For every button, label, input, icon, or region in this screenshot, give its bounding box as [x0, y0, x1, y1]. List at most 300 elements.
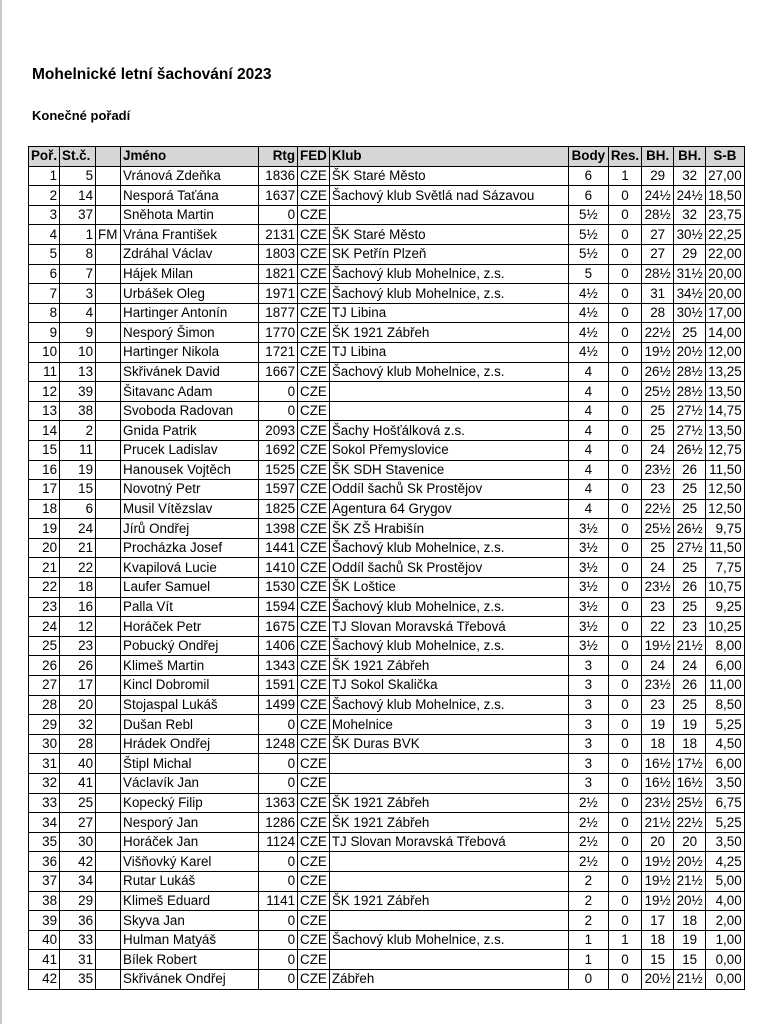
buchholz-2-cell: 21½: [674, 871, 706, 891]
title-cell: [96, 303, 121, 323]
sonneborn-berger-cell: 11,50: [706, 538, 745, 558]
table-row: [29, 969, 745, 989]
title-cell: [96, 695, 121, 715]
start-number-cell: 10: [60, 342, 96, 362]
rank-cell: 26: [29, 656, 60, 676]
club-cell: TJ Libina: [329, 342, 568, 362]
buchholz-1-cell: 22½: [642, 323, 674, 343]
sonneborn-berger-cell: 4,00: [706, 891, 745, 911]
rating-cell: 0: [259, 871, 298, 891]
sonneborn-berger-cell: 14,75: [706, 401, 745, 421]
header-sonneborn-berger: S-B: [706, 147, 745, 167]
federation-cell: CZE: [298, 225, 330, 245]
buchholz-2-cell: 34½: [674, 284, 706, 304]
club-cell: ŠK 1921 Zábřeh: [329, 813, 568, 833]
table-row: [29, 813, 745, 833]
points-cell: 4: [568, 421, 608, 441]
rank-cell: 27: [29, 676, 60, 696]
rating-cell: 1363: [259, 793, 298, 813]
points-cell: 3: [568, 695, 608, 715]
buchholz-2-cell: 29: [674, 244, 706, 264]
sonneborn-berger-cell: 9,75: [706, 519, 745, 539]
club-cell: Šachový klub Mohelnice, z.s.: [329, 930, 568, 950]
federation-cell: CZE: [298, 891, 330, 911]
points-cell: 0: [568, 969, 608, 989]
buchholz-1-cell: 25: [642, 538, 674, 558]
buchholz-2-cell: 26: [674, 460, 706, 480]
sonneborn-berger-cell: 2,00: [706, 911, 745, 931]
start-number-cell: 11: [60, 440, 96, 460]
sonneborn-berger-cell: 0,00: [706, 950, 745, 970]
table-row: [29, 362, 745, 382]
federation-cell: CZE: [298, 421, 330, 441]
points-cell: 1: [568, 950, 608, 970]
table-row: [29, 499, 745, 519]
result-cell: 0: [608, 499, 641, 519]
buchholz-2-cell: 25: [674, 480, 706, 500]
header-points: Body: [568, 147, 608, 167]
table-row: [29, 871, 745, 891]
federation-cell: CZE: [298, 871, 330, 891]
name-cell: Klimeš Martin: [121, 656, 259, 676]
federation-cell: CZE: [298, 440, 330, 460]
name-cell: Nesporý Jan: [121, 813, 259, 833]
buchholz-1-cell: 19½: [642, 342, 674, 362]
club-cell: Šachy Hošťálková z.s.: [329, 421, 568, 441]
start-number-cell: 16: [60, 597, 96, 617]
buchholz-1-cell: 24: [642, 440, 674, 460]
rank-cell: 34: [29, 813, 60, 833]
club-cell: ŠK Loštice: [329, 578, 568, 598]
buchholz-2-cell: 20½: [674, 342, 706, 362]
club-cell: [329, 754, 568, 774]
buchholz-2-cell: 22½: [674, 813, 706, 833]
club-cell: [329, 950, 568, 970]
result-cell: 0: [608, 695, 641, 715]
result-cell: 0: [608, 382, 641, 402]
start-number-cell: 42: [60, 852, 96, 872]
start-number-cell: 25: [60, 793, 96, 813]
rating-cell: 0: [259, 401, 298, 421]
rating-cell: 1441: [259, 538, 298, 558]
buchholz-2-cell: 25: [674, 695, 706, 715]
sonneborn-berger-cell: 11,50: [706, 460, 745, 480]
rating-cell: 1591: [259, 676, 298, 696]
points-cell: 3½: [568, 617, 608, 637]
club-cell: ŠK Staré Město: [329, 225, 568, 245]
rating-cell: 2131: [259, 225, 298, 245]
points-cell: 3: [568, 715, 608, 735]
table-header-row: [29, 147, 745, 167]
table-row: [29, 578, 745, 598]
sonneborn-berger-cell: 1,00: [706, 930, 745, 950]
title-cell: [96, 558, 121, 578]
table-row: [29, 323, 745, 343]
table-row: [29, 891, 745, 911]
sonneborn-berger-cell: 13,50: [706, 382, 745, 402]
federation-cell: CZE: [298, 656, 330, 676]
name-cell: Václavík Jan: [121, 774, 259, 794]
buchholz-1-cell: 25½: [642, 519, 674, 539]
points-cell: 4½: [568, 303, 608, 323]
start-number-cell: 29: [60, 891, 96, 911]
start-number-cell: 32: [60, 715, 96, 735]
table-row: [29, 911, 745, 931]
title-cell: [96, 832, 121, 852]
sonneborn-berger-cell: 27,00: [706, 166, 745, 186]
rating-cell: 1770: [259, 323, 298, 343]
rating-cell: 0: [259, 205, 298, 225]
points-cell: 4: [568, 440, 608, 460]
result-cell: 0: [608, 774, 641, 794]
rating-cell: 0: [259, 930, 298, 950]
points-cell: 3½: [568, 636, 608, 656]
buchholz-2-cell: 18: [674, 734, 706, 754]
sonneborn-berger-cell: 13,50: [706, 421, 745, 441]
buchholz-2-cell: 21½: [674, 636, 706, 656]
club-cell: ŠK 1921 Zábřeh: [329, 656, 568, 676]
rank-cell: 36: [29, 852, 60, 872]
buchholz-1-cell: 31: [642, 284, 674, 304]
header-federation: FED: [298, 147, 330, 167]
start-number-cell: 1: [60, 225, 96, 245]
start-number-cell: 21: [60, 538, 96, 558]
name-cell: Hrádek Ondřej: [121, 734, 259, 754]
sonneborn-berger-cell: 5,25: [706, 813, 745, 833]
table-row: [29, 754, 745, 774]
table-row: [29, 186, 745, 206]
result-cell: 0: [608, 205, 641, 225]
rating-cell: 0: [259, 715, 298, 735]
start-number-cell: 23: [60, 636, 96, 656]
name-cell: Jírů Ondřej: [121, 519, 259, 539]
club-cell: ŠK ZŠ Hrabišín: [329, 519, 568, 539]
title-cell: [96, 421, 121, 441]
title-cell: [96, 969, 121, 989]
name-cell: Nesporý Šimon: [121, 323, 259, 343]
result-cell: 0: [608, 303, 641, 323]
start-number-cell: 14: [60, 186, 96, 206]
sonneborn-berger-cell: 12,75: [706, 440, 745, 460]
buchholz-2-cell: 30½: [674, 225, 706, 245]
result-cell: 0: [608, 440, 641, 460]
rank-cell: 23: [29, 597, 60, 617]
name-cell: Višňovký Karel: [121, 852, 259, 872]
header-start-number: St.č.: [60, 147, 96, 167]
points-cell: 5½: [568, 244, 608, 264]
name-cell: Prucek Ladislav: [121, 440, 259, 460]
buchholz-2-cell: 25: [674, 323, 706, 343]
points-cell: 4½: [568, 284, 608, 304]
name-cell: Hanousek Vojtěch: [121, 460, 259, 480]
federation-cell: CZE: [298, 715, 330, 735]
sonneborn-berger-cell: 14,00: [706, 323, 745, 343]
title-cell: [96, 460, 121, 480]
title-cell: [96, 597, 121, 617]
club-cell: TJ Libina: [329, 303, 568, 323]
rating-cell: 1141: [259, 891, 298, 911]
buchholz-2-cell: 32: [674, 166, 706, 186]
points-cell: 3½: [568, 597, 608, 617]
table-row: [29, 166, 745, 186]
result-cell: 0: [608, 284, 641, 304]
sonneborn-berger-cell: 20,00: [706, 264, 745, 284]
title-cell: [96, 264, 121, 284]
buchholz-1-cell: 25: [642, 421, 674, 441]
club-cell: Šachový klub Mohelnice, z.s.: [329, 597, 568, 617]
sonneborn-berger-cell: 9,25: [706, 597, 745, 617]
points-cell: 3: [568, 774, 608, 794]
start-number-cell: 3: [60, 284, 96, 304]
name-cell: Novotný Petr: [121, 480, 259, 500]
rating-cell: 1803: [259, 244, 298, 264]
rank-cell: 29: [29, 715, 60, 735]
start-number-cell: 18: [60, 578, 96, 598]
name-cell: Hájek Milan: [121, 264, 259, 284]
table-row: [29, 480, 745, 500]
title-cell: [96, 617, 121, 637]
buchholz-2-cell: 20: [674, 832, 706, 852]
rank-cell: 11: [29, 362, 60, 382]
rating-cell: 1410: [259, 558, 298, 578]
rank-cell: 20: [29, 538, 60, 558]
federation-cell: CZE: [298, 382, 330, 402]
club-cell: Zábřeh: [329, 969, 568, 989]
buchholz-1-cell: 25: [642, 401, 674, 421]
rank-cell: 33: [29, 793, 60, 813]
buchholz-2-cell: 26: [674, 676, 706, 696]
title-cell: [96, 911, 121, 931]
sonneborn-berger-cell: 6,75: [706, 793, 745, 813]
rating-cell: 1675: [259, 617, 298, 637]
sonneborn-berger-cell: 10,25: [706, 617, 745, 637]
rating-cell: 1971: [259, 284, 298, 304]
rank-cell: 9: [29, 323, 60, 343]
points-cell: 3: [568, 656, 608, 676]
points-cell: 4: [568, 362, 608, 382]
start-number-cell: 2: [60, 421, 96, 441]
result-cell: 0: [608, 636, 641, 656]
table-row: [29, 617, 745, 637]
buchholz-1-cell: 18: [642, 734, 674, 754]
rank-cell: 2: [29, 186, 60, 206]
rating-cell: 1248: [259, 734, 298, 754]
sonneborn-berger-cell: 11,00: [706, 676, 745, 696]
points-cell: 3½: [568, 558, 608, 578]
buchholz-1-cell: 28½: [642, 264, 674, 284]
title-cell: [96, 244, 121, 264]
rank-cell: 41: [29, 950, 60, 970]
result-cell: 0: [608, 715, 641, 735]
federation-cell: CZE: [298, 558, 330, 578]
rank-cell: 21: [29, 558, 60, 578]
buchholz-1-cell: 19½: [642, 891, 674, 911]
result-cell: 1: [608, 930, 641, 950]
table-row: [29, 774, 745, 794]
title-cell: [96, 284, 121, 304]
rank-cell: 3: [29, 205, 60, 225]
points-cell: 5: [568, 264, 608, 284]
title-cell: [96, 715, 121, 735]
club-cell: [329, 852, 568, 872]
points-cell: 4: [568, 499, 608, 519]
federation-cell: CZE: [298, 303, 330, 323]
start-number-cell: 35: [60, 969, 96, 989]
start-number-cell: 39: [60, 382, 96, 402]
title-cell: [96, 754, 121, 774]
name-cell: Vránová Zdeňka: [121, 166, 259, 186]
federation-cell: CZE: [298, 813, 330, 833]
buchholz-2-cell: 20½: [674, 891, 706, 911]
table-row: [29, 244, 745, 264]
buchholz-1-cell: 19½: [642, 852, 674, 872]
rating-cell: 1825: [259, 499, 298, 519]
rank-cell: 25: [29, 636, 60, 656]
points-cell: 2½: [568, 813, 608, 833]
buchholz-1-cell: 23: [642, 480, 674, 500]
buchholz-2-cell: 28½: [674, 382, 706, 402]
table-row: [29, 695, 745, 715]
rank-cell: 42: [29, 969, 60, 989]
federation-cell: CZE: [298, 205, 330, 225]
rank-cell: 32: [29, 774, 60, 794]
title-cell: [96, 480, 121, 500]
rank-cell: 4: [29, 225, 60, 245]
result-cell: 0: [608, 362, 641, 382]
buchholz-1-cell: 24: [642, 558, 674, 578]
buchholz-2-cell: 26½: [674, 519, 706, 539]
federation-cell: CZE: [298, 264, 330, 284]
start-number-cell: 40: [60, 754, 96, 774]
buchholz-2-cell: 26: [674, 578, 706, 598]
buchholz-1-cell: 23½: [642, 793, 674, 813]
sonneborn-berger-cell: 4,25: [706, 852, 745, 872]
club-cell: ŠK Duras BVK: [329, 734, 568, 754]
club-cell: Sokol Přemyslovice: [329, 440, 568, 460]
table-row: [29, 558, 745, 578]
points-cell: 5½: [568, 205, 608, 225]
points-cell: 4½: [568, 342, 608, 362]
rank-cell: 30: [29, 734, 60, 754]
name-cell: Kincl Dobromil: [121, 676, 259, 696]
rating-cell: 1124: [259, 832, 298, 852]
header-rating: Rtg: [259, 147, 298, 167]
buchholz-2-cell: 19: [674, 930, 706, 950]
buchholz-1-cell: 23: [642, 597, 674, 617]
result-cell: 0: [608, 597, 641, 617]
buchholz-2-cell: 25½: [674, 793, 706, 813]
club-cell: Šachový klub Mohelnice, z.s.: [329, 538, 568, 558]
points-cell: 3: [568, 734, 608, 754]
title-cell: [96, 950, 121, 970]
start-number-cell: 26: [60, 656, 96, 676]
table-row: [29, 832, 745, 852]
buchholz-2-cell: 32: [674, 205, 706, 225]
points-cell: 3: [568, 754, 608, 774]
table-row: [29, 401, 745, 421]
name-cell: Bílek Robert: [121, 950, 259, 970]
rating-cell: 0: [259, 852, 298, 872]
buchholz-1-cell: 19: [642, 715, 674, 735]
rank-cell: 22: [29, 578, 60, 598]
federation-cell: CZE: [298, 617, 330, 637]
title-cell: [96, 813, 121, 833]
title-cell: [96, 656, 121, 676]
buchholz-1-cell: 17: [642, 911, 674, 931]
start-number-cell: 8: [60, 244, 96, 264]
rank-cell: 18: [29, 499, 60, 519]
start-number-cell: 38: [60, 401, 96, 421]
result-cell: 0: [608, 186, 641, 206]
start-number-cell: 24: [60, 519, 96, 539]
table-row: [29, 597, 745, 617]
buchholz-1-cell: 21½: [642, 813, 674, 833]
rating-cell: 1343: [259, 656, 298, 676]
buchholz-2-cell: 19: [674, 715, 706, 735]
buchholz-1-cell: 15: [642, 950, 674, 970]
sonneborn-berger-cell: 23,75: [706, 205, 745, 225]
buchholz-2-cell: 18: [674, 911, 706, 931]
rating-cell: 1530: [259, 578, 298, 598]
rank-cell: 37: [29, 871, 60, 891]
club-cell: ŠK SDH Stavenice: [329, 460, 568, 480]
name-cell: Procházka Josef: [121, 538, 259, 558]
buchholz-2-cell: 25: [674, 499, 706, 519]
header-name: Jméno: [121, 147, 259, 167]
table-row: [29, 205, 745, 225]
buchholz-2-cell: 24: [674, 656, 706, 676]
name-cell: Svoboda Radovan: [121, 401, 259, 421]
start-number-cell: 13: [60, 362, 96, 382]
result-cell: 0: [608, 950, 641, 970]
table-row: [29, 950, 745, 970]
start-number-cell: 34: [60, 871, 96, 891]
club-cell: TJ Slovan Moravská Třebová: [329, 617, 568, 637]
rating-cell: 1286: [259, 813, 298, 833]
points-cell: 6: [568, 166, 608, 186]
title-cell: [96, 734, 121, 754]
buchholz-2-cell: 23: [674, 617, 706, 637]
rank-cell: 6: [29, 264, 60, 284]
buchholz-2-cell: 31½: [674, 264, 706, 284]
federation-cell: CZE: [298, 538, 330, 558]
name-cell: Hulman Matyáš: [121, 930, 259, 950]
start-number-cell: 9: [60, 323, 96, 343]
sonneborn-berger-cell: 4,50: [706, 734, 745, 754]
rating-cell: 1637: [259, 186, 298, 206]
header-rank: Poř.: [29, 147, 60, 167]
title-cell: [96, 578, 121, 598]
header-buchholz-1: BH.: [642, 147, 674, 167]
rating-cell: 1499: [259, 695, 298, 715]
buchholz-2-cell: 27½: [674, 401, 706, 421]
federation-cell: CZE: [298, 480, 330, 500]
points-cell: 2½: [568, 852, 608, 872]
rank-cell: 40: [29, 930, 60, 950]
document-subtitle: Konečné pořadí: [32, 108, 131, 123]
rank-cell: 24: [29, 617, 60, 637]
federation-cell: CZE: [298, 244, 330, 264]
rating-cell: 0: [259, 969, 298, 989]
title-cell: [96, 382, 121, 402]
buchholz-1-cell: 23½: [642, 460, 674, 480]
buchholz-1-cell: 23½: [642, 578, 674, 598]
name-cell: Skřivánek David: [121, 362, 259, 382]
name-cell: Zdráhal Václav: [121, 244, 259, 264]
club-cell: Šachový klub Světlá nad Sázavou: [329, 186, 568, 206]
rank-cell: 17: [29, 480, 60, 500]
buchholz-2-cell: 30½: [674, 303, 706, 323]
